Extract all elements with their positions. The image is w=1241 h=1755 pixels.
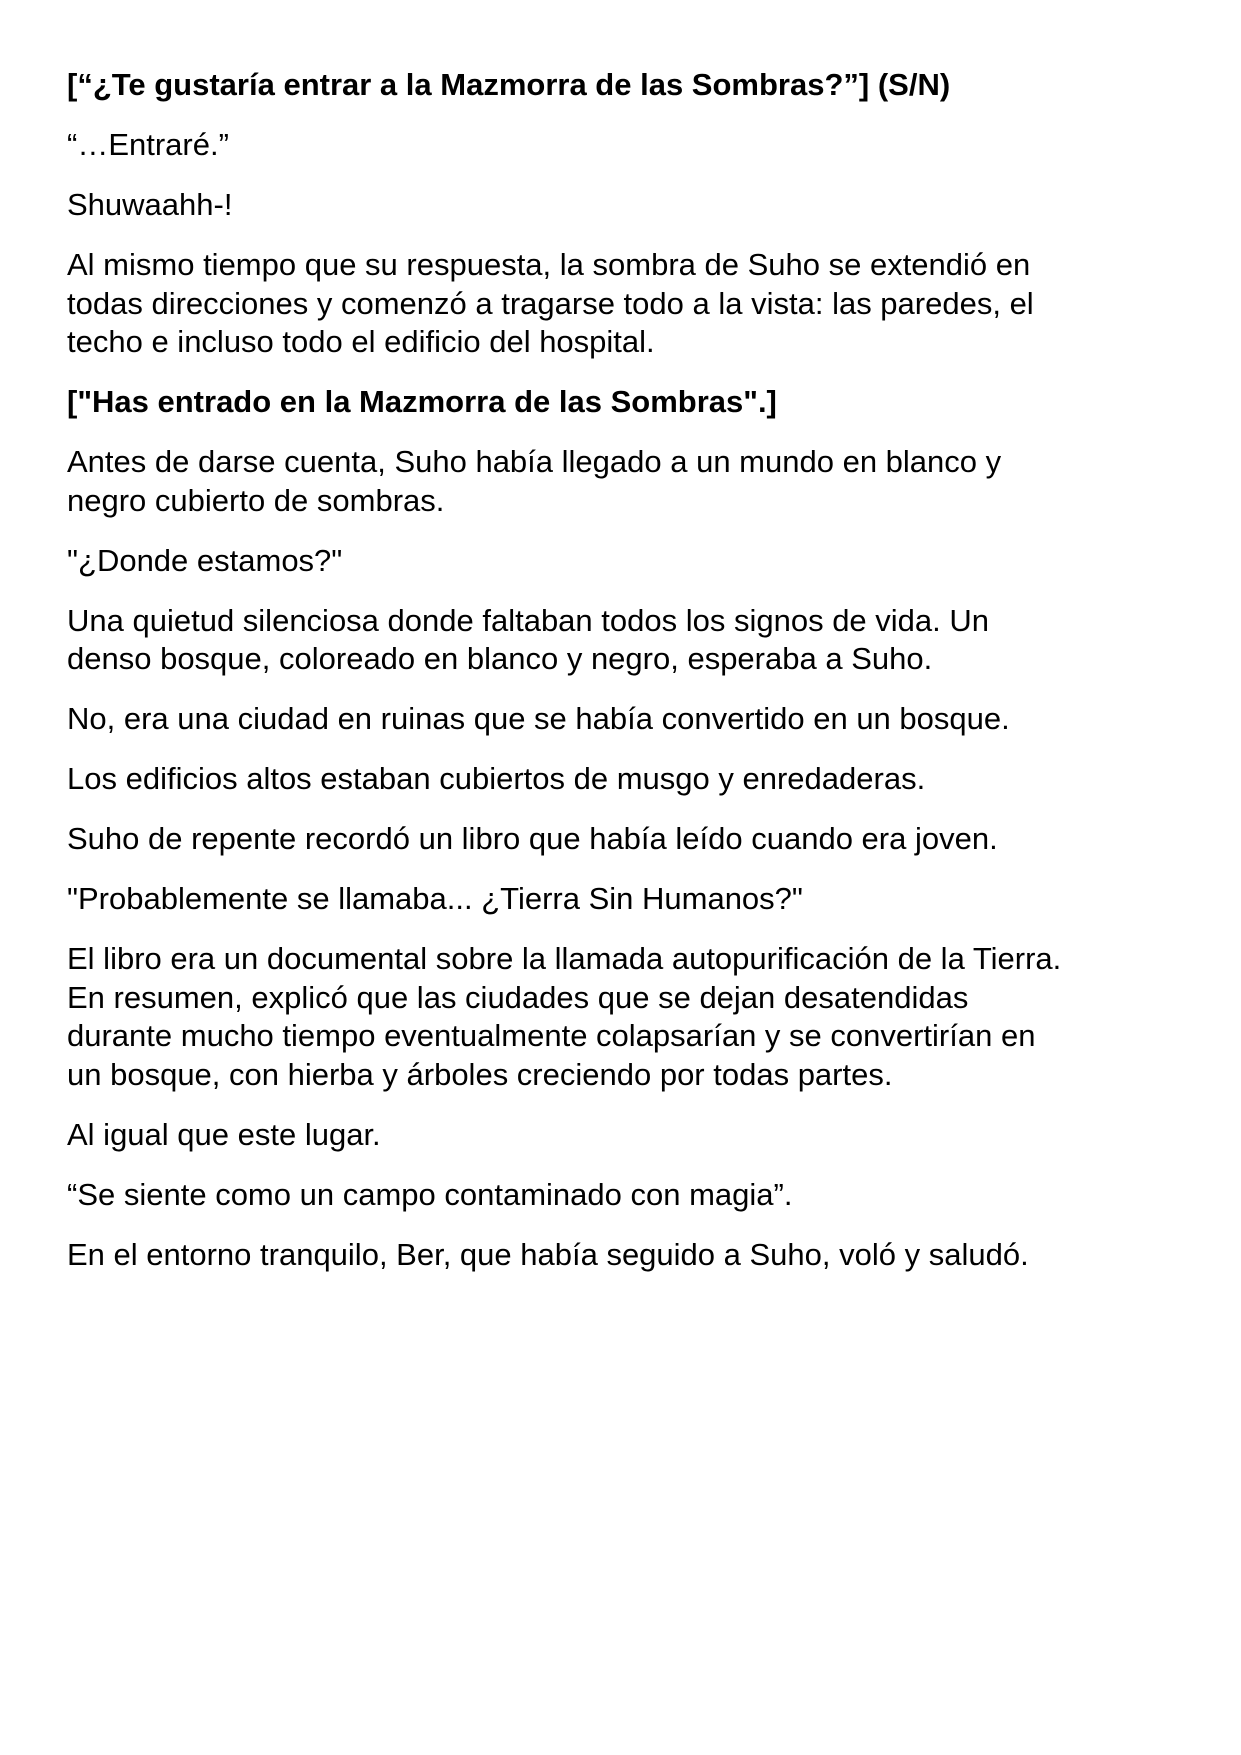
dialogue-line: "Probablemente se llamaba... ¿Tierra Sin Humanos?" — [67, 881, 803, 916]
narration-paragraph: Antes de darse cuenta, Suho había llegado a un mundo en blanco y negro cubierto de sombras. — [67, 444, 1002, 518]
narration-paragraph: En el entorno tranquilo, Ber, que había seguido a Suho, voló y saludó. — [67, 1236, 1029, 1272]
dialogue-line: “Se siente como un campo contaminado con magia”. — [67, 1176, 793, 1212]
narration-paragraph: El libro era un documental sobre la llamada autopurificación de la Tierra. En resumen, explicó que las ciudades que se dejan desatendidas durante mucho tiempo eventualmente colapsarían y se convertirían en un bosque, con hierba y árboles creciendo por todas partes. — [67, 941, 1062, 1092]
system-message-line: ["Has entrado en la Mazmorra de las Sombras".] — [67, 384, 777, 419]
dialogue-line: “…Entraré.” — [67, 127, 229, 162]
narration-paragraph: Los edificios altos estaban cubiertos de musgo y enredaderas. — [67, 761, 926, 796]
narration-paragraph: Una quietud silenciosa donde faltaban todos los signos de vida. Un denso bosque, coloreado en blanco y negro, esperaba a Suho. — [67, 602, 990, 676]
narration-paragraph: Al mismo tiempo que su respuesta, la sombra de Suho se extendió en todas direcciones y comenzó a tragarse todo a la vista: las paredes, el techo e incluso todo el edificio del hospital. — [67, 247, 1034, 359]
dialogue-line: "¿Donde estamos?" — [67, 542, 343, 578]
narration-paragraph: Suho de repente recordó un libro que había leído cuando era joven. — [67, 821, 998, 856]
narration-paragraph: No, era una ciudad en ruinas que se había convertido en un bosque. — [67, 701, 1010, 736]
system-prompt-line: [“¿Te gustaría entrar a la Mazmorra de las Sombras?”] (S/N) — [67, 67, 951, 102]
narration-paragraph: Al igual que este lugar. — [67, 1116, 381, 1152]
sound-effect-line: Shuwaahh-! — [67, 187, 233, 222]
document-body — [67, 66, 1067, 1296]
